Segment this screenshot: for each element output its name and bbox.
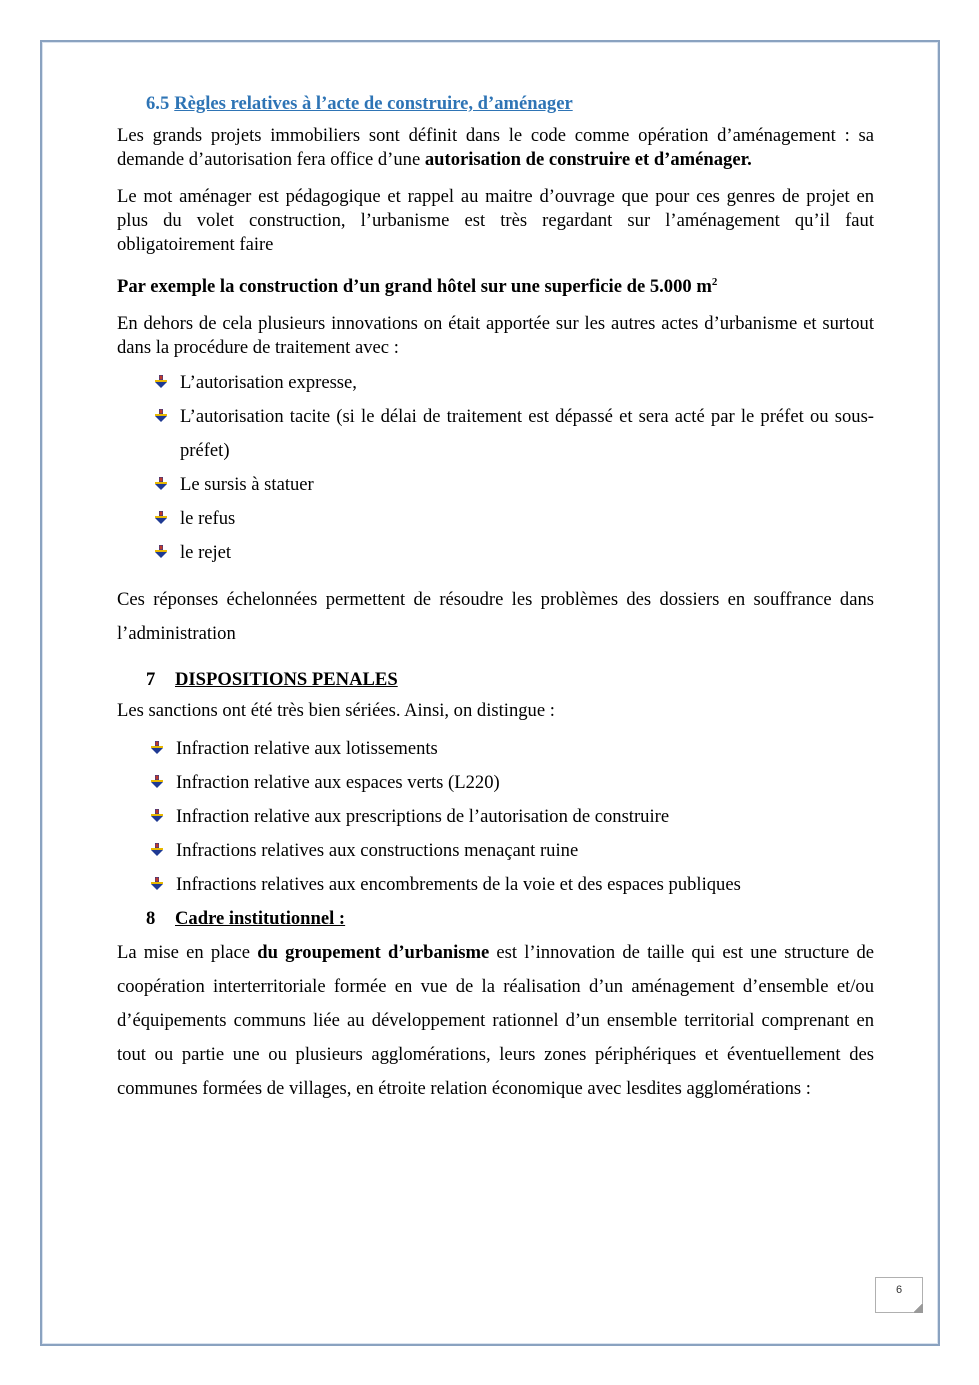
paragraph: Les sanctions ont été très bien sériées. Ainsi, on distingue :	[117, 700, 555, 722]
arrow-down-bullet-icon	[154, 511, 168, 525]
example-line: Par exemple la construction d’un grand hôtel sur une superficie de 5.000 $m^2$	[117, 276, 718, 298]
bold-text: autorisation de construire et d’aménager.	[424, 149, 752, 170]
procedure-list	[117, 366, 874, 570]
list-item: le rejet	[117, 536, 874, 570]
arrow-down-bullet-icon	[150, 809, 164, 823]
list-item: Infractions relatives aux constructions menaçant ruine	[117, 834, 874, 868]
page-number: 6	[895, 1284, 903, 1296]
list-item: L’autorisation expresse,	[117, 366, 874, 400]
arrow-down-bullet-icon	[154, 375, 168, 389]
section-8-heading	[146, 902, 874, 936]
paragraph: Le mot aménager est pédagogique et rappel au maitre d’ouvrage que pour ces genres de projet en plus du volet construction, l’urbanisme est très regardant sur l’aménagement qu’il faut obligatoirement faire	[117, 186, 874, 255]
section-number: 8	[146, 908, 156, 930]
section-number: 6.5	[146, 93, 170, 114]
list-item: Infraction relative aux lotissements	[117, 732, 874, 766]
arrow-down-bullet-icon	[154, 409, 168, 423]
list-item: Infraction relative aux prescriptions de l’autorisation de construire	[117, 800, 874, 834]
sanctions-list	[117, 732, 874, 902]
list-item: le refus	[117, 502, 874, 536]
page-content	[117, 90, 874, 1106]
section-6-5-heading	[146, 90, 874, 118]
paragraph: La mise en place du groupement d’urbanisme est l’innovation de taille qui est une structure de coopération interterritoriale formée en vue de la réalisation d’un aménagement d’ensemble et/ou d’équipements communs liée au développement rationnel d’un ensemble territorial comprenant en tout ou partie une ou plusieurs agglomérations, leurs zones périphériques et éventuellement des communes formées de villages, en étroite relation économique avec lesdites agglomérations :	[117, 942, 875, 1100]
arrow-down-bullet-icon	[150, 843, 164, 857]
list-item: L’autorisation tacite (si le délai de traitement est dépassé et sera acté par le préfet ou sous-préfet)	[117, 400, 874, 468]
section-title: DISPOSITIONS PENALES	[175, 669, 398, 691]
paragraph: En dehors de cela plusieurs innovations on était apportée sur les autres actes d’urbanisme et surtout dans la procédure de traitement avec :	[117, 313, 874, 359]
section-number: 7	[146, 669, 156, 691]
paragraph: Ces réponses échelonnées permettent de résoudre les problèmes des dossiers en souffrance dans l’administration	[117, 589, 874, 645]
page-curl-icon	[913, 1303, 923, 1313]
paragraph: Les grands projets immobiliers sont définit dans le code comme opération d’aménagement : sa demande d’autorisation fera office d’une autorisation de construire et d’aménager.	[117, 125, 874, 170]
list-item: Infractions relatives aux encombrements de la voie et des espaces publiques	[117, 868, 874, 902]
bold-text: du groupement d’urbanisme	[257, 942, 490, 964]
arrow-down-bullet-icon	[150, 877, 164, 891]
arrow-down-bullet-icon	[154, 545, 168, 559]
section-title: Règles relatives à l’acte de construire, d’aménager	[174, 93, 573, 114]
page-number-box	[875, 1277, 923, 1313]
arrow-down-bullet-icon	[150, 775, 164, 789]
arrow-down-bullet-icon	[154, 477, 168, 491]
list-item: Le sursis à statuer	[117, 468, 874, 502]
arrow-down-bullet-icon	[150, 741, 164, 755]
section-7-heading	[146, 666, 874, 694]
list-item: Infraction relative aux espaces verts (L220)	[117, 766, 874, 800]
section-title: Cadre institutionnel :	[175, 908, 346, 930]
